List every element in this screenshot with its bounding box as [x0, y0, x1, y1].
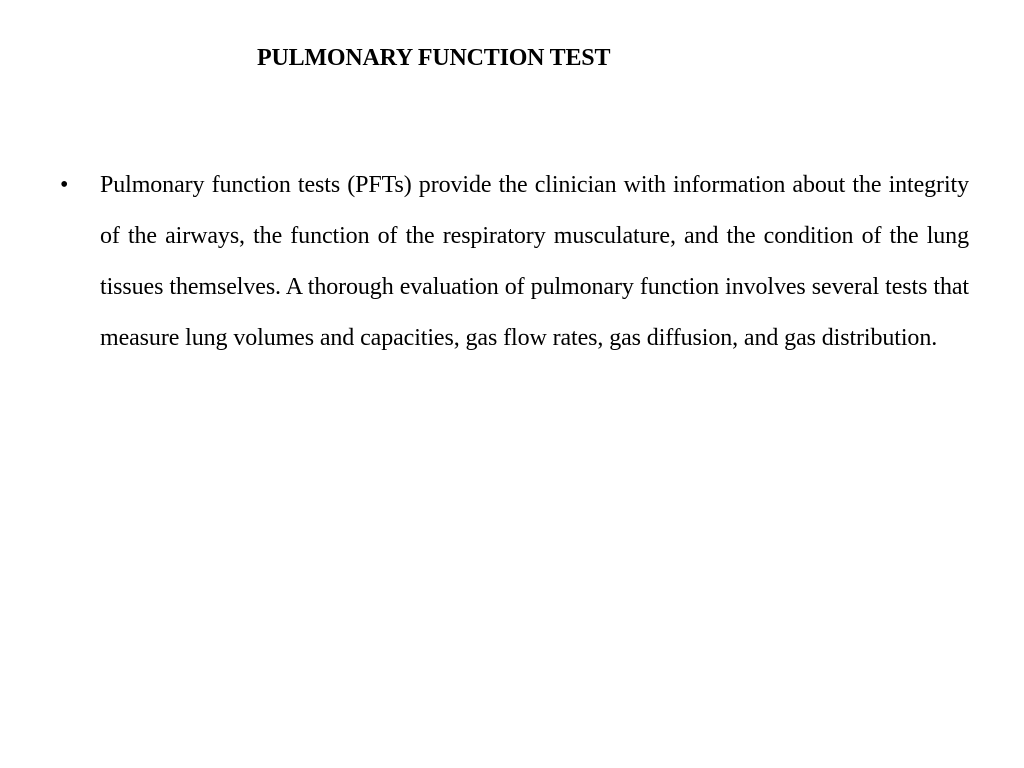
bullet-text: Pulmonary function tests (PFTs) provide the clinician with information about the integrity of the airways, the function of the respiratory musculature, and the condition of the lung tissues themselves. A thorough evaluation of pulmonary function involves several tests that measure lung volumes and capacities, gas flow rates, gas diffusion, and gas distribution. [100, 172, 969, 351]
bullet-item [0, 160, 969, 364]
slide-title: PULMONARY FUNCTION TEST [257, 45, 611, 71]
bullet-marker: • [60, 172, 69, 198]
bullet-list [0, 160, 1024, 364]
